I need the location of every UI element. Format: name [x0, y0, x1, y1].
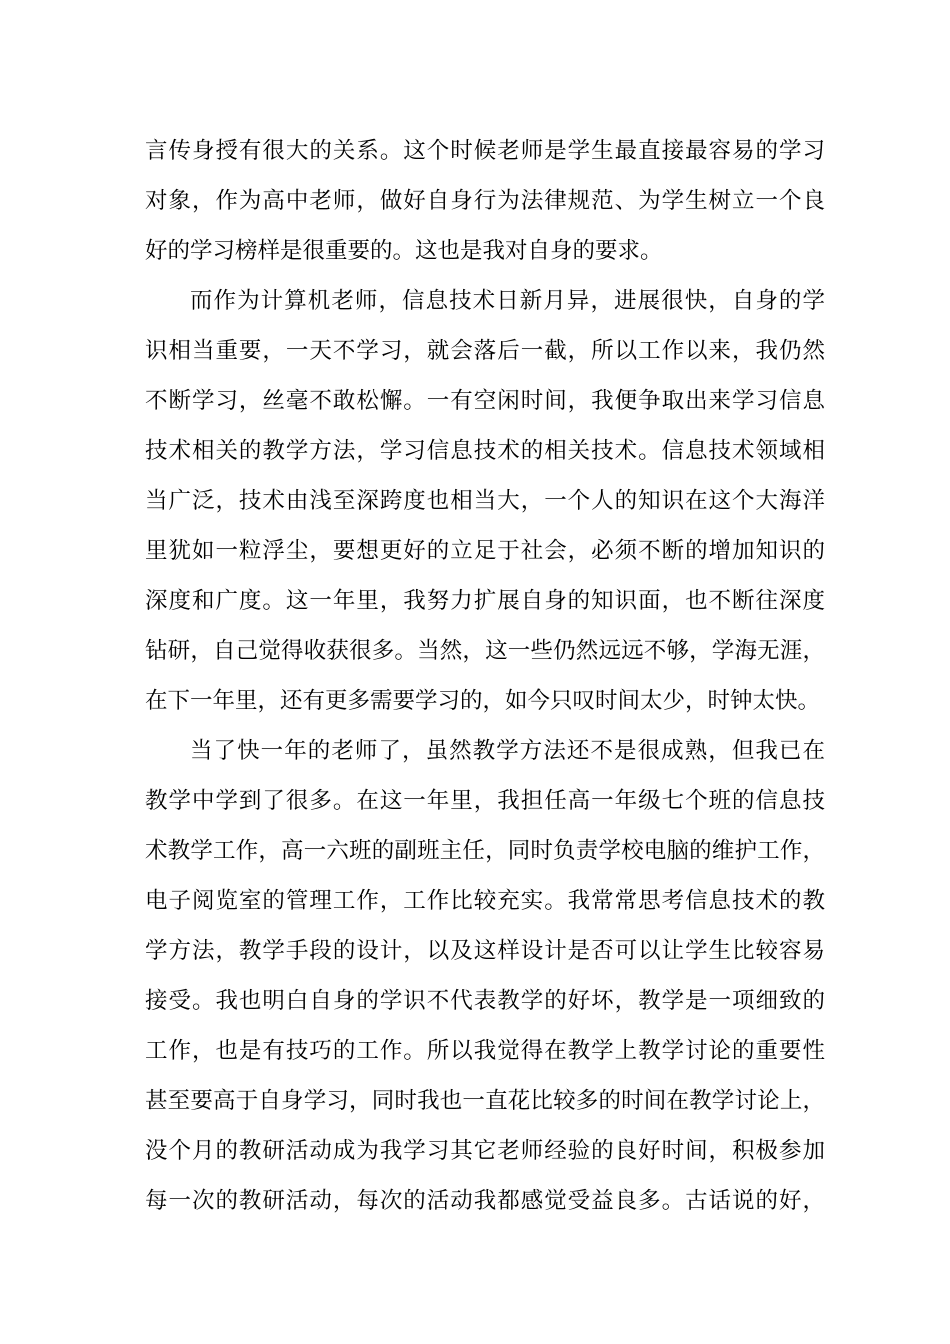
- text-line: 工作，也是有技巧的工作。所以我觉得在教学上教学讨论的重要性: [145, 1038, 825, 1064]
- text-line: 接受。我也明白自身的学识不代表教学的好坏，教学是一项细致的: [145, 988, 825, 1014]
- text-line: 甚至要高于自身学习，同时我也一直花比较多的时间在教学讨论上，: [145, 1088, 825, 1114]
- text-line: 识相当重要，一天不学习，就会落后一截，所以工作以来，我仍然: [145, 338, 825, 364]
- text-line: 里犹如一粒浮尘，要想更好的立足于社会，必须不断的增加知识的: [145, 538, 825, 564]
- paragraph-first-line: 而作为计算机老师，信息技术日新月异，进展很快，自身的学: [190, 288, 825, 314]
- text-line: 对象，作为高中老师，做好自身行为法律规范、为学生树立一个良: [145, 188, 825, 214]
- text-line: 深度和广度。这一年里，我努力扩展自身的知识面，也不断往深度: [145, 588, 825, 614]
- text-line: 钻研，自己觉得收获很多。当然，这一些仍然远远不够，学海无涯，: [145, 638, 825, 664]
- paragraph-first-line: 当了快一年的老师了，虽然教学方法还不是很成熟，但我已在: [190, 738, 825, 764]
- text-line: 好的学习榜样是很重要的。这也是我对自身的要求。: [145, 238, 663, 264]
- text-line: 没个月的教研活动成为我学习其它老师经验的良好时间，积极参加: [145, 1138, 825, 1164]
- text-line: 不断学习，丝毫不敢松懈。一有空闲时间，我便争取出来学习信息: [145, 388, 825, 414]
- text-line: 每一次的教研活动，每次的活动我都感觉受益良多。古话说的好，: [145, 1188, 825, 1214]
- text-line: 当广泛，技术由浅至深跨度也相当大，一个人的知识在这个大海洋: [145, 488, 825, 514]
- text-line: 在下一年里，还有更多需要学习的，如今只叹时间太少，时钟太快。: [145, 688, 821, 714]
- text-line: 术教学工作，高一六班的副班主任，同时负责学校电脑的维护工作，: [145, 838, 825, 864]
- text-line: 电子阅览室的管理工作，工作比较充实。我常常思考信息技术的教: [145, 888, 825, 914]
- text-line: 教学中学到了很多。在这一年里，我担任高一年级七个班的信息技: [145, 788, 825, 814]
- text-line: 言传身授有很大的关系。这个时候老师是学生最直接最容易的学习: [145, 138, 825, 164]
- text-line: 技术相关的教学方法，学习信息技术的相关技术。信息技术领域相: [145, 438, 825, 464]
- text-line: 学方法，教学手段的设计，以及这样设计是否可以让学生比较容易: [145, 938, 825, 964]
